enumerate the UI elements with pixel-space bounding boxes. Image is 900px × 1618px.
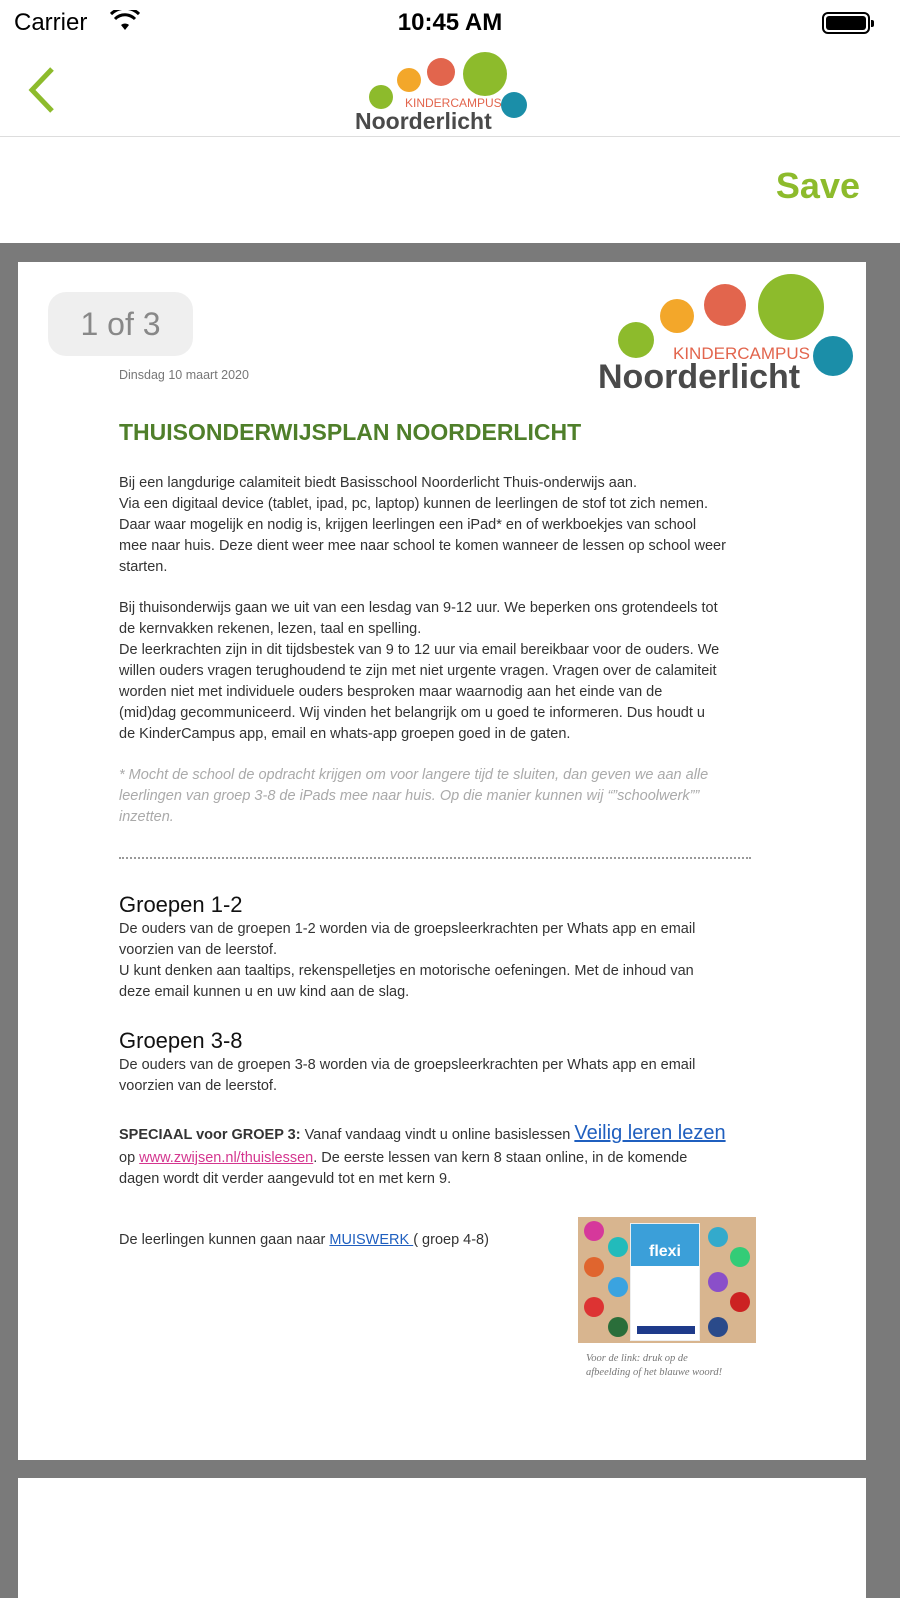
image-caption: Voor de link: druk op de afbeelding of het blauwe woord! <box>586 1353 723 1378</box>
special-line-3: dagen wordt dit verder aangevuld tot en met kern 9. <box>119 1171 452 1187</box>
document-logo: KINDERCAMPUS Noorderlicht <box>598 272 858 397</box>
section-heading: Groepen 3-8 <box>119 1028 243 1053</box>
pdf-page-2 <box>18 1478 866 1618</box>
muiswerk-link[interactable]: MUISWERK <box>329 1232 414 1248</box>
veilig-leren-lezen-link[interactable]: Veilig leren lezen <box>574 1122 726 1144</box>
special-line-1: SPECIAAL voor GROEP 3: Vanaf vandaag vindt u online basislessen Veilig leren lezen <box>119 1122 726 1144</box>
clock: 10:45 AM <box>397 9 503 36</box>
footnote: * Mocht de school de opdracht krijgen om voor langere tijd te sluiten, dan geven we aan alle leerlingen van groep 3-8 de iPads mee naar huis. Op die manier kunnen wij “”schoolwerk”” inzetten. <box>119 767 709 825</box>
section-groepen-3-8: Groepen 3-8 De ouders van de groepen 3-8 worden via de groepsleerkrachten per Whats app en email voorzien van de leerstof. <box>119 1028 696 1094</box>
flexi-login-card: flexi <box>630 1223 700 1341</box>
divider <box>119 857 751 859</box>
document-date: Dinsdag 10 maart 2020 <box>119 368 249 382</box>
app-logo: KINDERCAMPUS Noorderlicht <box>355 50 530 135</box>
navigation-bar <box>0 45 900 137</box>
special-line-2: op www.zwijsen.nl/thuislessen. De eerste lessen van kern 8 staan online, in de komende <box>119 1150 688 1166</box>
save-button[interactable]: Save <box>775 165 860 206</box>
status-bar <box>0 0 900 45</box>
battery-icon <box>822 12 870 34</box>
toolbar <box>0 137 900 243</box>
carrier-label: Carrier <box>14 9 88 36</box>
document-title: THUISONDERWIJSPLAN NOORDERLICHT <box>119 419 582 445</box>
page-indicator: 1 of 3 <box>48 292 193 356</box>
paragraph-schedule: Bij thuisonderwijs gaan we uit van een lesdag van 9-12 uur. We beperken ons grotendeels tot de kernvakken rekenen, lezen, taal en spelling. De leerkrachten zijn in dit tijdsbestek van 9 to 12 uur via email bereikbaar voor de ouders. We willen ouders vragen terughoudend te zijn met niet urgente vragen. Vragen over de calamiteit worden niet met individuele ouders besproken maar waarnodig aan het einde van de (mid)dag gecommuniceerd. Wij vinden het belangrijk om u goed te informeren. Dus houdt u de KinderCampus app, email en whats-app groepen goed in de gaten. <box>119 600 720 742</box>
section-heading: Groepen 1-2 <box>119 892 243 917</box>
muiswerk-line: De leerlingen kunnen gaan naar MUISWERK ( groep 4-8) <box>119 1232 489 1248</box>
section-groepen-1-2: Groepen 1-2 De ouders van de groepen 1-2 worden via de groepsleerkrachten per Whats app en email voorzien van de leerstof. U kunt denken aan taaltips, rekenspelletjes en motorische oefeningen. Met de inhoud van deze email kunnen u en uw kind aan de slag. <box>119 892 696 1000</box>
zwijsen-link[interactable]: www.zwijsen.nl/thuislessen <box>139 1150 314 1166</box>
back-chevron-icon[interactable] <box>22 65 62 115</box>
paragraph-intro: Bij een langdurige calamiteit biedt Basisschool Noorderlicht Thuis-onderwijs aan. Via een digitaal device (tablet, ipad, pc, laptop) kunnen de leerlingen de stof tot zich nemen. Daar waar mogelijk en nodig is, krijgen leerlingen een iPad* en of werkboekjes van school mee naar huis. Deze dient weer mee naar school te komen wanneer de lessen op school weer starten. <box>119 475 726 575</box>
flexi-login-image[interactable] <box>578 1217 756 1343</box>
